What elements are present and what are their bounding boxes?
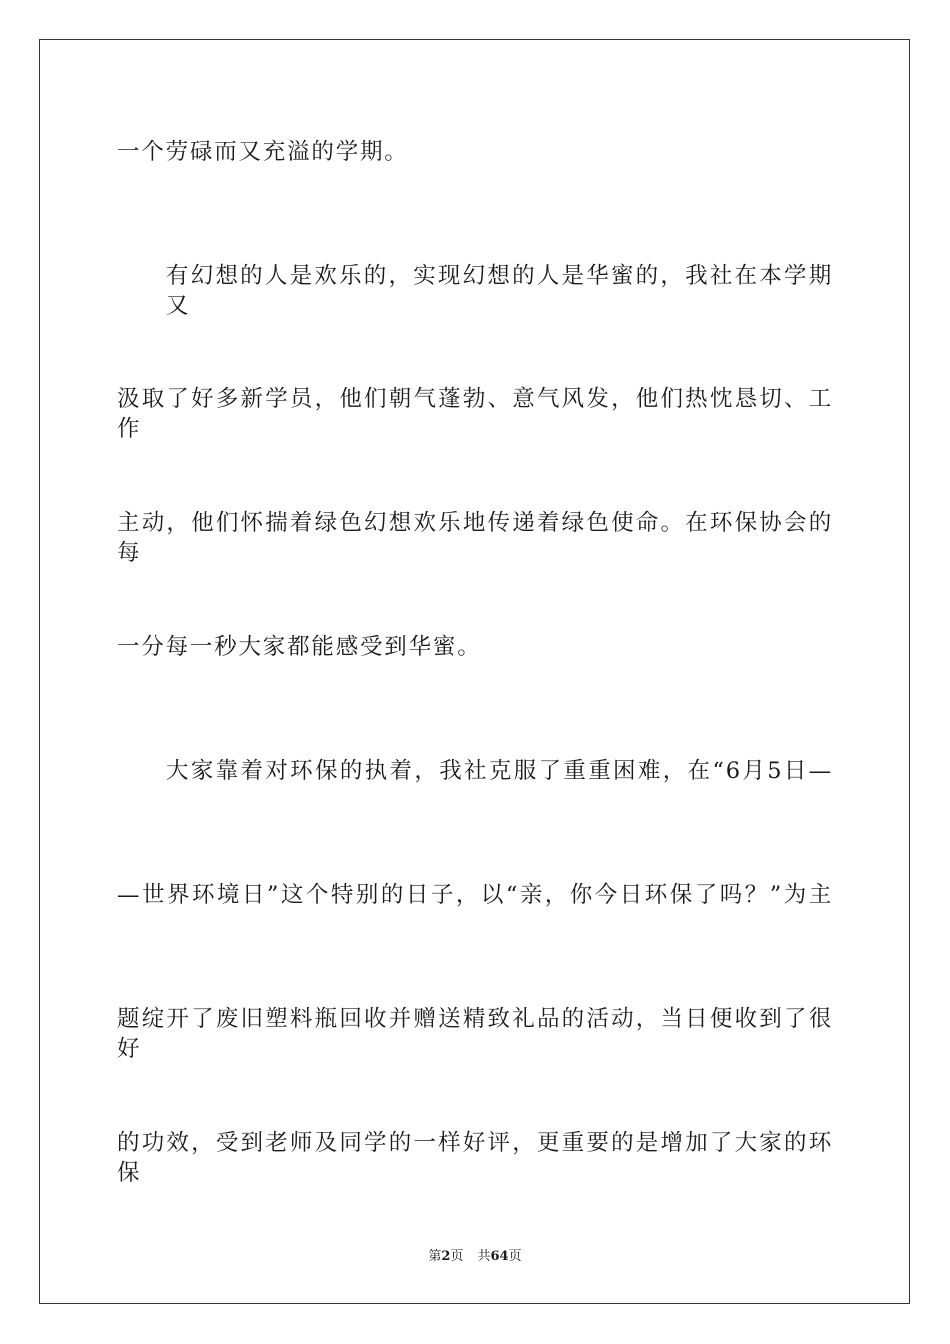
text-line-8: 题绽开了废旧塑料瓶回收并赠送精致礼品的活动，当日便收到了很好 [117,1006,833,1062]
text-line-3: 汲取了好多新学员，他们朝气蓬勃、意气风发，他们热忱恳切、工作 [117,386,833,442]
page-number: 2 [441,1249,451,1264]
text-line-1: 一个劳碌而又充溢的学期。 [117,139,409,165]
page-border [39,39,910,1304]
page-prefix: 第 [428,1249,442,1264]
total-suffix: 页 [508,1249,522,1264]
text-line-7: —世界环境日”这个特别的日子，以“亲，你今日环保了吗？”为主 [117,882,833,908]
text-line-4: 主动，他们怀揣着绿色幻想欢乐地传递着绿色使命。在环保协会的每 [117,510,833,566]
text-line-6: 大家靠着对环保的执着，我社克服了重重困难，在“6月5日— [166,758,833,784]
text-line-5: 一分每一秒大家都能感受到华蜜。 [117,634,482,660]
page-footer [0,1248,950,1266]
page-suffix: 页 [450,1249,464,1264]
total-pages: 64 [490,1249,509,1264]
text-line-2: 有幻想的人是欢乐的，实现幻想的人是华蜜的，我社在本学期又 [166,263,833,319]
total-prefix: 共 [477,1249,491,1264]
text-line-9: 的功效，受到老师及同学的一样好评，更重要的是增加了大家的环保 [117,1130,833,1186]
